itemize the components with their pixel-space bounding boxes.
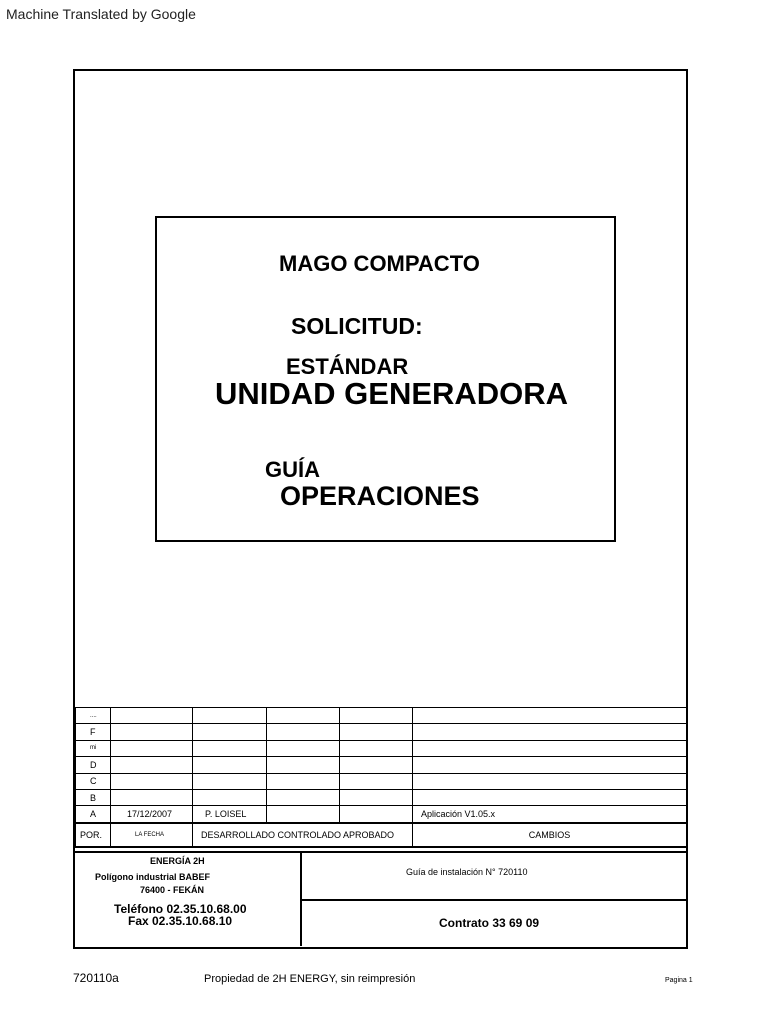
changes-cell: Aplicación V1.05.x xyxy=(413,806,687,823)
changes-cell xyxy=(413,773,687,789)
revision-row xyxy=(76,757,687,773)
rev-cell: mi xyxy=(76,740,111,756)
revision-row xyxy=(76,789,687,805)
approved-cell xyxy=(340,773,413,789)
rev-cell: F xyxy=(76,724,111,740)
contract-number: Contrato 33 69 09 xyxy=(439,916,540,930)
guide-operations: OPERACIONES xyxy=(280,481,480,511)
title-block-divider-horizontal xyxy=(302,899,686,901)
changes-header: CAMBIOS xyxy=(413,823,687,847)
changes-cell xyxy=(413,740,687,756)
product-name: MAGO COMPACTO xyxy=(279,251,480,276)
revision-row xyxy=(76,708,687,724)
company-name: ENERGÍA 2H xyxy=(150,856,205,866)
date-cell xyxy=(111,757,193,773)
company-fax: Fax 02.35.10.68.10 xyxy=(128,914,233,928)
application-standard: ESTÁNDAR xyxy=(286,354,409,379)
by-cell xyxy=(193,789,267,805)
revision-table xyxy=(75,707,687,848)
date-header: LA FECHA xyxy=(111,823,193,847)
date-cell xyxy=(111,708,193,724)
developed-checked-approved-header: DESARROLLADO CONTROLADO APROBADO xyxy=(193,823,413,847)
revision-row xyxy=(76,724,687,740)
company-phone: Teléfono 02.35.10.68.00 xyxy=(114,902,247,916)
approved-cell xyxy=(340,708,413,724)
application-unit: UNIDAD GENERADORA xyxy=(215,376,569,411)
rev-cell: .... xyxy=(76,708,111,724)
by-cell xyxy=(193,773,267,789)
changes-cell xyxy=(413,708,687,724)
checked-cell xyxy=(267,773,340,789)
rev-cell: B xyxy=(76,789,111,805)
property-notice: Propiedad de 2H ENERGY, sin reimpresión xyxy=(204,973,416,985)
by-cell xyxy=(193,708,267,724)
date-cell xyxy=(111,740,193,756)
changes-cell xyxy=(413,789,687,805)
company-address-line1: Polígono industrial BABEF xyxy=(95,872,210,882)
revision-row xyxy=(76,773,687,789)
application-label: SOLICITUD: xyxy=(291,313,423,339)
changes-cell xyxy=(413,757,687,773)
approved-cell xyxy=(340,724,413,740)
checked-cell xyxy=(267,740,340,756)
company-address-line2: 76400 - FEKÁN xyxy=(140,885,205,895)
date-cell xyxy=(111,773,193,789)
approved-cell xyxy=(340,789,413,805)
date-cell xyxy=(111,724,193,740)
approved-cell xyxy=(340,757,413,773)
rev-cell: C xyxy=(76,773,111,789)
revision-header-row xyxy=(76,823,687,847)
changes-cell xyxy=(413,724,687,740)
revision-row xyxy=(76,806,687,823)
date-cell: 17/12/2007 xyxy=(111,806,193,823)
by-cell xyxy=(193,740,267,756)
checked-cell xyxy=(267,708,340,724)
page-number: Pagina 1 xyxy=(665,977,693,984)
by-cell xyxy=(193,724,267,740)
checked-cell xyxy=(267,757,340,773)
by-cell: P. LOISEL xyxy=(193,806,267,823)
rev-cell: A xyxy=(76,806,111,823)
rev-cell: D xyxy=(76,757,111,773)
approved-cell xyxy=(340,740,413,756)
revision-row xyxy=(76,740,687,756)
checked-cell xyxy=(267,789,340,805)
guide-label: GUÍA xyxy=(265,457,320,482)
document-code: 720110a xyxy=(73,971,119,985)
date-cell xyxy=(111,789,193,805)
rev-header: POR. xyxy=(76,823,111,847)
by-cell xyxy=(193,757,267,773)
checked-cell xyxy=(267,806,340,823)
installation-guide-number: Guía de instalación N° 720110 xyxy=(406,867,528,877)
checked-cell xyxy=(267,724,340,740)
approved-cell xyxy=(340,806,413,823)
machine-translation-banner: Machine Translated by Google xyxy=(6,6,196,22)
